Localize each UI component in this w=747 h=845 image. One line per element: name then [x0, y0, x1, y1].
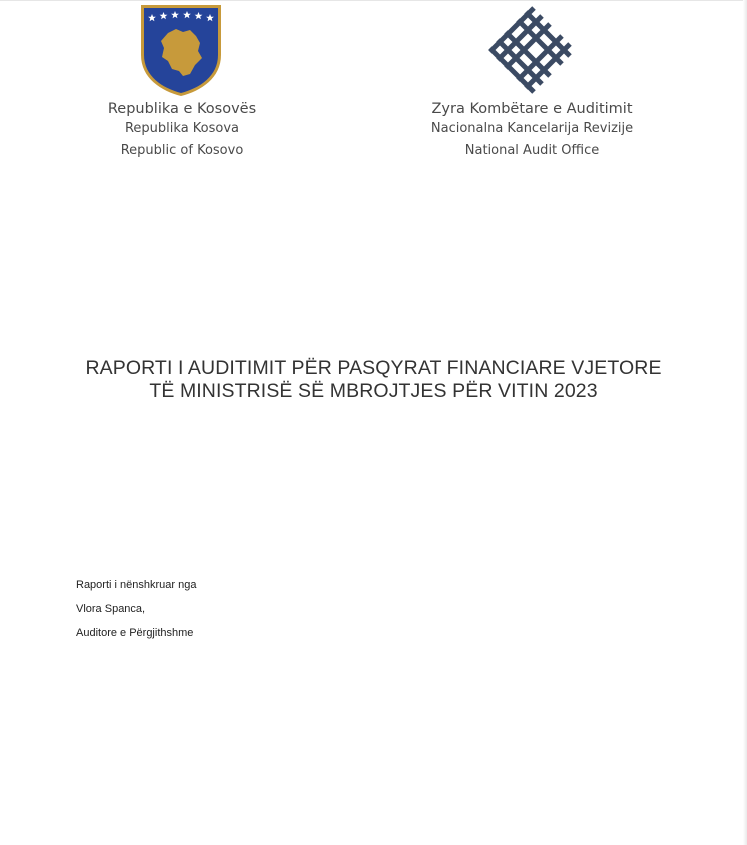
signature-block [76, 577, 196, 649]
audit-office-name-albanian: Zyra Kombëtare e Auditimit [431, 101, 633, 117]
page-top-border [0, 0, 747, 1]
report-title [40, 357, 707, 403]
audit-office-name-serbian: Nacionalna Kancelarija Revizije [430, 121, 634, 136]
republic-name-block [82, 100, 282, 162]
report-title-line-1: RAPORTI I AUDITIMIT PËR PASQYRAT FINANCIARE VJETORE [85, 357, 662, 379]
signatory-name: Vlora Spanca, [76, 603, 146, 615]
national-audit-office-lattice-icon [486, 4, 578, 96]
republic-name-albanian: Republika e Kosovës [107, 101, 257, 117]
audit-office-name-block [412, 100, 652, 162]
audit-office-name-english: National Audit Office [464, 143, 600, 158]
signed-by-label: Raporti i nënshkruar nga [76, 579, 197, 591]
republic-name-english: Republic of Kosovo [120, 143, 244, 158]
signatory-role: Auditore e Përgjithshme [76, 627, 194, 639]
republic-name-serbian: Republika Kosova [124, 121, 240, 136]
kosovo-coat-of-arms-icon [138, 3, 224, 97]
report-title-line-2: TË MINISTRISË SË MBROJTJES PËR VITIN 2023 [149, 380, 598, 402]
page-right-edge [743, 0, 747, 845]
